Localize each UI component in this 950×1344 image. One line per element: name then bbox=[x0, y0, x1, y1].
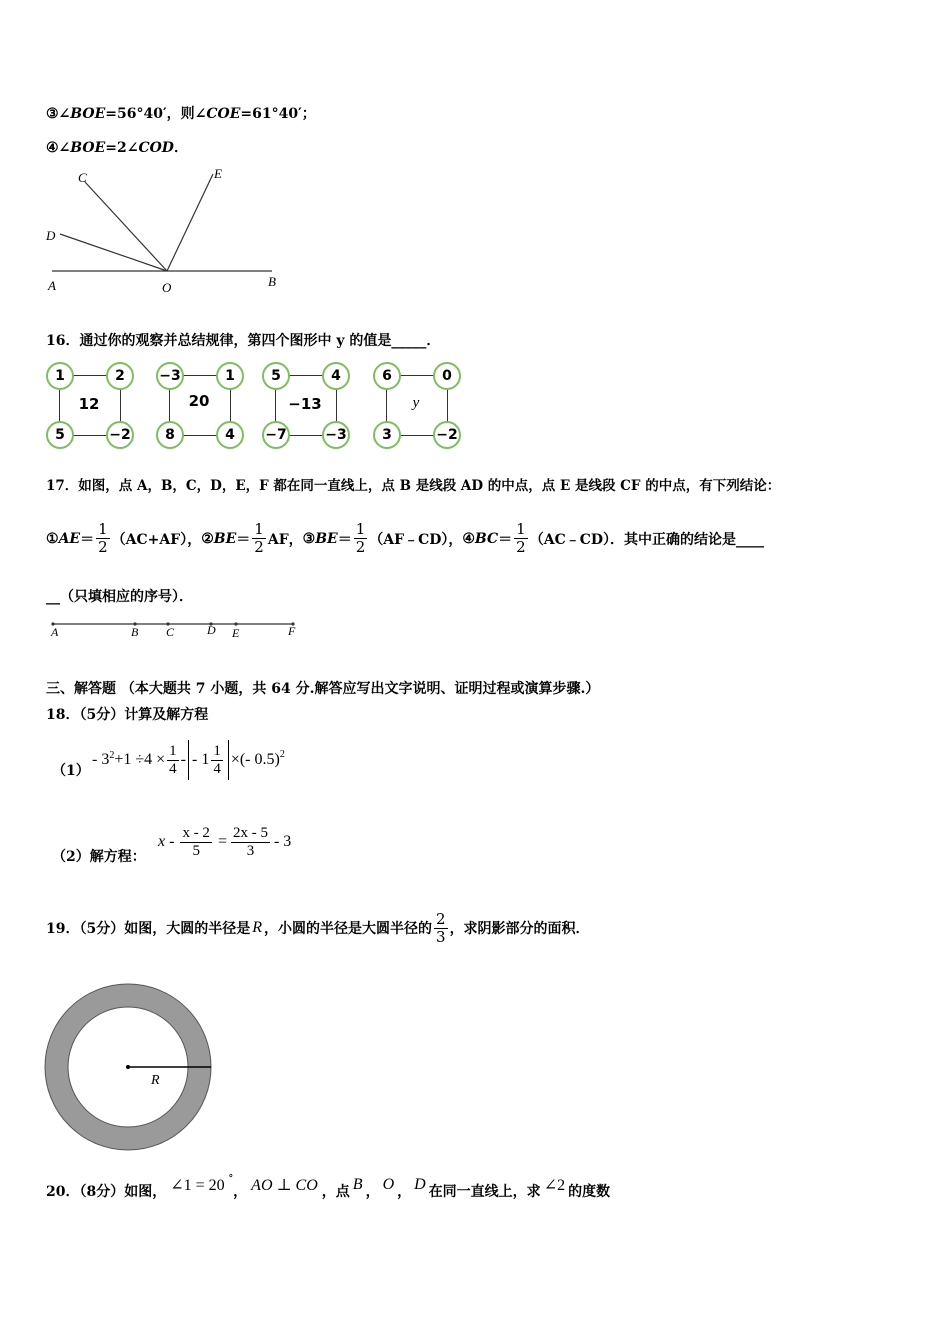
q19-ring-figure bbox=[40, 980, 220, 1155]
q17-conclusions: ① AE ＝ $\frac{1}{2}$ （AC+AF）， ② BE ＝ $\frac{1}{2}$ AF， ③ BE ＝ $\frac{1}{2}$ （AF﹣CD）， ④ BC ＝ $\frac{1}{2}$ （AC﹣CD）．其中正确的结论是____ bbox=[46, 520, 765, 556]
sq4-br: −2 bbox=[433, 421, 461, 449]
sq3-center: −13 bbox=[288, 395, 322, 413]
seg-label-e: E bbox=[232, 626, 240, 640]
q20-text: 20．（8分）如图， ∠1 = 20 ° ， AO ⊥ CO ，点 B ， O ， D 在同一直线上，求 ∠2 的度数 bbox=[46, 1174, 611, 1200]
q17-segment-figure bbox=[44, 616, 309, 646]
q18-part2-label: （2）解方程： bbox=[52, 849, 146, 865]
sq3-tl: 5 bbox=[262, 362, 290, 390]
sq4-tr: 0 bbox=[433, 362, 461, 390]
seg-label-f: F bbox=[288, 624, 296, 638]
sq4-bl: 3 bbox=[373, 421, 401, 449]
seg-label-b: B bbox=[131, 625, 139, 639]
label-d: D bbox=[46, 228, 56, 243]
q19-text: 19．（5分）如图，大圆的半径是 R ，小圆的半径是大圆半径的 $\frac{2}{3}$ ，求阴影部分的面积． bbox=[46, 909, 590, 946]
sq1-tl: 1 bbox=[46, 362, 74, 390]
sq2-center: 20 bbox=[188, 392, 210, 410]
ring-radius-label: R bbox=[151, 1073, 160, 1088]
sq3-bl: −7 bbox=[262, 421, 290, 449]
seg-label-c: C bbox=[166, 625, 175, 639]
q16-figure bbox=[44, 360, 469, 455]
sq1-center: 12 bbox=[78, 395, 100, 413]
sq2-br: 4 bbox=[216, 421, 244, 449]
label-c: C bbox=[78, 170, 87, 185]
q16-text: 16．通过你的观察并总结规律，第四个图形中 y 的值是_____． bbox=[46, 333, 441, 349]
q15-item-3: ③∠BOE=56°40′，则∠COE=61°40′； bbox=[46, 106, 316, 122]
sq1-br: −2 bbox=[106, 421, 134, 449]
sq4-center: y bbox=[412, 395, 420, 411]
q17-line3: __（只填相应的序号）． bbox=[46, 589, 193, 605]
q18-part1-label: （1） bbox=[52, 763, 90, 779]
sq4-tl: 6 bbox=[373, 362, 401, 390]
sq1-tr: 2 bbox=[106, 362, 134, 390]
sq3-tr: 4 bbox=[322, 362, 350, 390]
seg-label-a: A bbox=[51, 625, 59, 639]
sq3-br: −3 bbox=[322, 421, 350, 449]
sq2-tl: −3 bbox=[156, 362, 184, 390]
q18-head: 18．（5分）计算及解方程 bbox=[46, 707, 209, 723]
label-e: E bbox=[214, 166, 222, 181]
sq2-bl: 8 bbox=[156, 421, 184, 449]
sq1-bl: 5 bbox=[46, 421, 74, 449]
label-b: B bbox=[268, 274, 276, 289]
q15-item-4: ④∠BOE=2∠COD． bbox=[46, 140, 188, 156]
q18-part1-expr: - 3 $^2$ +1 ÷4 × $\frac{1}{4}$ - - 1 $\frac{1}{4}$ ×(- 0.5) $^2$ bbox=[92, 738, 285, 782]
label-a: A bbox=[48, 278, 56, 293]
label-o: O bbox=[162, 280, 172, 295]
q18-part2-expr: x - $\frac{x - 2}{5}$ = $\frac{2x - 5}{3}$ - 3 bbox=[158, 824, 292, 859]
q17-line1: 17．如图，点 A，B，C，D，E，F 都在同一直线上，点 B 是线段 AD 的中点，点 E 是线段 CF 的中点，有下列结论： bbox=[46, 478, 781, 494]
seg-label-d: D bbox=[207, 623, 216, 637]
sq2-tr: 1 bbox=[216, 362, 244, 390]
section3-title: 三、解答题 （本大题共 7 小题，共 64 分.解答应写出文字说明、证明过程或演算步骤.） bbox=[46, 681, 600, 697]
